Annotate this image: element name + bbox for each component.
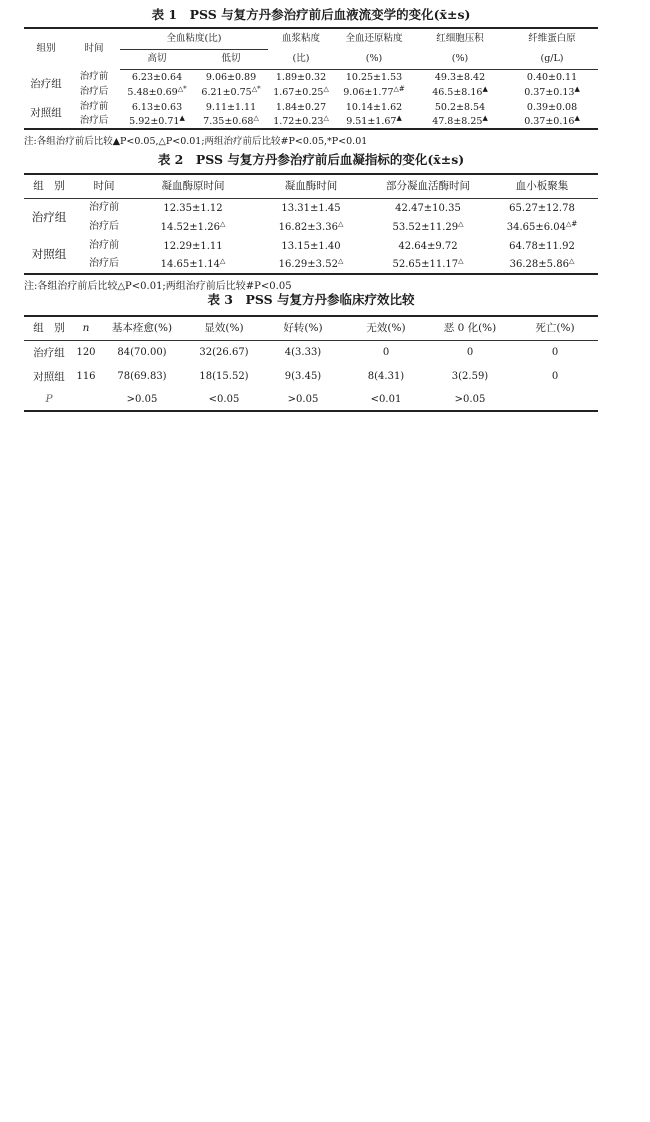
table3-header-improved: 好转(%) — [262, 316, 344, 340]
table2-header-tt: 凝血酶时间 — [252, 174, 370, 198]
table1-cell: 47.8±8.25▲ — [432, 114, 488, 128]
table3-header-marked: 显效(%) — [186, 316, 262, 340]
table3-block — [24, 291, 598, 412]
table3-cell: >0.05 — [454, 393, 486, 405]
table2-cell: 12.35±1.12 — [163, 202, 223, 214]
table3-cell: 8(4.31) — [367, 371, 405, 382]
table3-cell: 9(3.45) — [284, 371, 322, 382]
table1-header-hct-unit: (%) — [414, 49, 506, 69]
table3-cell: 0 — [382, 346, 390, 358]
table2-group-label: 治疗组 — [31, 209, 67, 224]
table1-header-plasma: 血浆粘度 — [282, 33, 321, 45]
table2-header-pt: 凝血酶原时间 — [134, 174, 252, 198]
table-row — [24, 198, 598, 217]
table3 — [24, 315, 598, 412]
table2-cell: 14.52±1.26△ — [160, 219, 226, 233]
table3-cell: 120 — [76, 346, 96, 358]
table3-cell: 32(26.67) — [199, 346, 249, 358]
table3-cell: 4(3.33) — [284, 346, 322, 358]
table3-cell: 0 — [551, 371, 559, 382]
table1-cell: 1.84±0.27 — [275, 101, 327, 113]
table1-header-reduced-unit: (%) — [334, 49, 414, 69]
table2-caption: 表 2 PSS 与复方丹参治疗前后血凝指标的变化(x̄±s) — [157, 152, 465, 167]
table3-cell: 对照组 — [33, 370, 65, 383]
table2-header-group: 组 别 — [24, 174, 74, 198]
table3-cell — [512, 389, 598, 411]
table-row — [24, 236, 598, 255]
table1-cell: 10.14±1.62 — [345, 101, 403, 113]
table1-time-cell: 治疗后 — [79, 85, 109, 97]
table2-header-aptt: 部分凝血活酶时间 — [370, 174, 486, 198]
table2-group-label: 对照组 — [31, 246, 67, 261]
table1-time-cell: 治疗前 — [79, 70, 109, 82]
table1-cell: 46.5±8.16▲ — [432, 84, 488, 98]
table-row — [24, 69, 598, 84]
table-row — [24, 255, 598, 274]
table3-cell: 治疗组 — [33, 346, 65, 359]
table3-cell: 78(69.83) — [117, 371, 167, 382]
table2-time-cell: 治疗前 — [89, 201, 119, 213]
table3-cell: >0.05 — [287, 393, 319, 405]
table3-cell: <0.01 — [370, 393, 402, 405]
table2-time-cell: 治疗后 — [89, 220, 119, 232]
table1-cell: 5.48±0.69△* — [127, 84, 187, 98]
table3-cell: 0 — [466, 346, 474, 358]
table1-cell: 50.2±8.54 — [434, 101, 486, 113]
table1-cell: 0.37±0.13▲ — [524, 84, 580, 98]
table-row — [24, 365, 598, 389]
table1-cell: 6.23±0.64 — [131, 72, 183, 83]
table2-header-agg: 血小板聚集 — [486, 174, 598, 198]
table2-block — [24, 151, 598, 295]
table-row — [24, 217, 598, 236]
table2-cell: 16.29±3.52△ — [278, 257, 344, 270]
table1-cell: 49.3±8.42 — [434, 72, 486, 83]
table1-time-cell: 治疗前 — [79, 100, 109, 112]
table3-cell: 84(70.00) — [117, 346, 167, 358]
table2-cell: 52.65±11.17△ — [392, 257, 464, 270]
table3-cell: P — [45, 393, 53, 406]
table2-header-time: 时间 — [74, 174, 134, 198]
table3-header-death: 死亡(%) — [512, 316, 598, 340]
table3-header-cured: 基本痊愈(%) — [98, 316, 186, 340]
table2-cell: 36.28±5.86△ — [509, 257, 575, 270]
table1-cell: 6.21±0.75△* — [201, 84, 261, 98]
table2-cell: 13.15±1.40 — [281, 240, 341, 252]
table3-cell: <0.05 — [208, 393, 240, 405]
table2-time-cell: 治疗后 — [89, 258, 119, 269]
table3-cell: 3(2.59) — [451, 371, 489, 382]
table2-cell: 53.52±11.29△ — [392, 219, 464, 233]
table1-group-label: 治疗组 — [30, 77, 62, 90]
table2-cell: 42.64±9.72 — [398, 240, 458, 252]
table1-header-high-cut: 高切 — [120, 49, 194, 69]
table2-cell: 13.31±1.45 — [281, 202, 341, 214]
table1-cell: 1.89±0.32 — [275, 72, 327, 83]
table1-header-fib: 纤维蛋白原 — [528, 33, 576, 45]
table1-time-cell: 治疗后 — [79, 115, 109, 127]
table3-header-group: 组 别 — [24, 316, 74, 340]
table1-cell: 5.92±0.71▲ — [129, 114, 185, 128]
table1-header-time: 时间 — [84, 43, 104, 55]
table2 — [24, 173, 598, 275]
table-row — [24, 114, 598, 129]
table2-cell: 16.82±3.36△ — [278, 219, 344, 233]
table3-header-invalid: 无效(%) — [344, 316, 428, 340]
table1-header-fib-unit: (g/L) — [506, 49, 598, 69]
table-row — [24, 389, 598, 411]
table1-block — [24, 6, 598, 150]
table1-cell: 6.13±0.63 — [131, 101, 183, 113]
table1-cell: 0.37±0.16▲ — [524, 114, 580, 128]
table1-note: 注:各组治疗前后比较▲P<0.05,△P<0.01;两组治疗前后比较#P<0.05,*P<0.01 — [24, 136, 368, 147]
table1-header-whole-blood: 全血粘度(比) — [120, 28, 268, 49]
table3-header-worse: 恶 0 化(%) — [428, 316, 512, 340]
table1-cell: 10.25±1.53 — [345, 72, 403, 83]
table2-note: 注:各组治疗前后比较△P<0.01;两组治疗前后比较#P<0.05 — [24, 281, 292, 292]
table1-cell: 1.72±0.23△ — [273, 114, 329, 128]
table1-header-group: 组别 — [36, 43, 56, 55]
table3-header-n: n — [74, 316, 98, 340]
table1-cell: 9.06±0.89 — [205, 72, 257, 83]
table-row — [24, 84, 598, 99]
table1 — [24, 27, 598, 130]
table1-cell: 9.06±1.77△# — [343, 84, 405, 98]
table2-cell: 65.27±12.78 — [509, 202, 575, 214]
table1-caption: 表 1 PSS 与复方丹参治疗前后血液流变学的变化(x̄±s) — [151, 7, 471, 22]
table-row — [24, 99, 598, 114]
table2-cell: 14.65±1.14△ — [160, 257, 226, 270]
table1-header-low-cut: 低切 — [194, 49, 268, 69]
table2-cell: 42.47±10.35 — [395, 202, 461, 214]
table2-cell: 64.78±11.92 — [509, 240, 575, 252]
table1-header-reduced: 全血还原粘度 — [345, 33, 403, 45]
table1-cell: 1.67±0.25△ — [273, 84, 329, 98]
table3-cell — [74, 389, 98, 411]
table1-header-plasma-unit: (比) — [268, 49, 334, 69]
table1-cell: 0.39±0.08 — [526, 101, 578, 113]
table3-caption: 表 3 PSS 与复方丹参临床疗效比较 — [207, 292, 415, 307]
table3-cell: 18(15.52) — [199, 371, 249, 382]
table2-cell: 12.29±1.11 — [163, 240, 223, 252]
table2-cell: 34.65±6.04△# — [506, 219, 578, 233]
table1-cell: 9.11±1.11 — [205, 101, 257, 113]
table3-cell: 0 — [551, 346, 559, 358]
table1-cell: 0.40±0.11 — [526, 72, 578, 83]
table1-header-hct: 红细胞压积 — [436, 33, 484, 45]
table1-cell: 9.51±1.67▲ — [346, 114, 402, 128]
table1-cell: 7.35±0.68△ — [203, 114, 259, 128]
table3-cell: >0.05 — [126, 393, 158, 405]
table2-time-cell: 治疗前 — [89, 239, 119, 251]
table-row — [24, 340, 598, 365]
table1-group-label: 对照组 — [30, 107, 62, 120]
table3-cell: 116 — [76, 371, 96, 382]
